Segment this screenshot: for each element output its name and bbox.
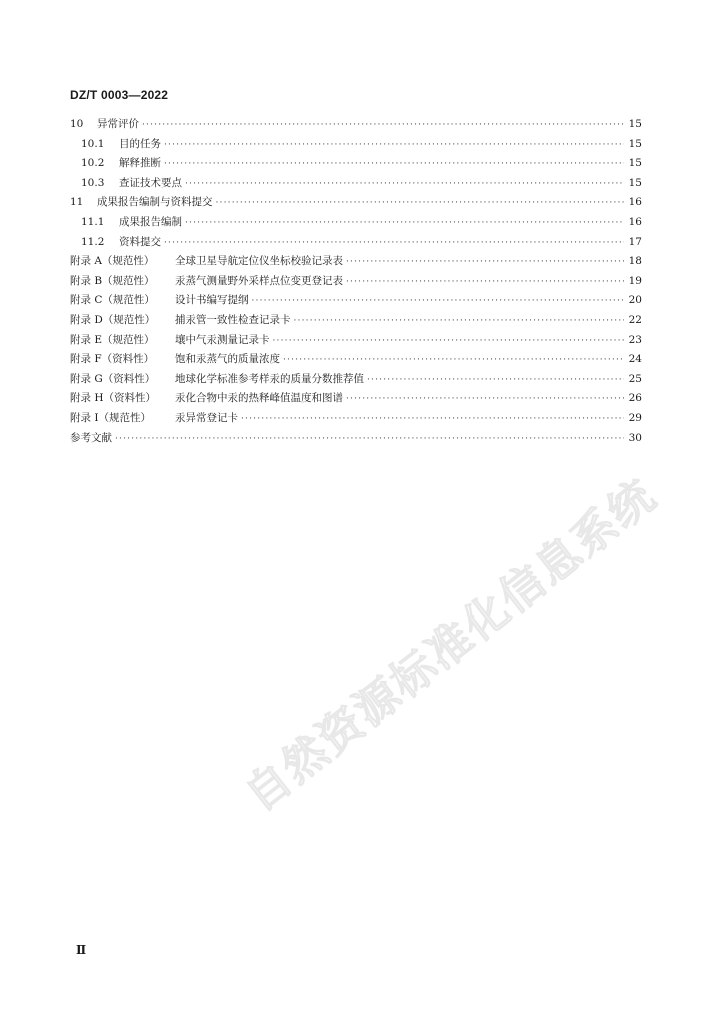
toc-entry-number: 附录 H（资料性） <box>70 392 156 405</box>
toc-entry-title: 成果报告编制 <box>119 215 182 228</box>
toc-entry-number: 10.1 <box>81 137 105 150</box>
toc-leader-dots <box>294 312 625 332</box>
toc-leader-dots <box>346 273 624 293</box>
toc-entry[interactable] <box>70 311 642 331</box>
toc-leader-dots <box>252 292 625 312</box>
toc-entry[interactable] <box>70 252 642 272</box>
toc-leader-dots <box>142 116 624 136</box>
toc-leader-dots <box>216 194 625 214</box>
toc-leader-dots <box>241 410 624 430</box>
toc-entry-number: 10 <box>70 118 84 130</box>
toc-entry-number: 附录 E（规范性） <box>70 333 155 346</box>
toc-entry-number: 附录 A（规范性） <box>70 255 155 268</box>
toc-entry-page: 22 <box>628 313 642 326</box>
toc-entry[interactable] <box>70 429 642 449</box>
toc-entry[interactable] <box>70 233 642 253</box>
toc-entry-page: 16 <box>628 215 642 228</box>
toc-entry[interactable] <box>70 135 642 155</box>
toc-entry-title: 全球卫星导航定位仪坐标校验记录表 <box>175 255 343 268</box>
toc-entry-title: 异常评价 <box>97 118 139 130</box>
toc-entry[interactable] <box>70 331 642 351</box>
toc-entry-page: 15 <box>628 157 642 170</box>
toc-entry-page: 20 <box>628 294 642 307</box>
toc-entry-page: 26 <box>628 392 642 405</box>
toc-entry-title: 查证技术要点 <box>119 176 182 189</box>
toc-entry-page: 15 <box>628 137 642 150</box>
toc-entry-title: 设计书编写提纲 <box>175 294 249 307</box>
toc-leader-dots <box>283 351 624 371</box>
toc-entry[interactable] <box>70 213 642 233</box>
toc-entry-title: 解释推断 <box>119 157 161 170</box>
toc-entry-page: 29 <box>628 411 642 424</box>
toc-entry-page: 24 <box>628 353 642 366</box>
toc-entry-number: 附录 B（规范性） <box>70 274 155 287</box>
toc-entry-number: 附录 C（规范性） <box>70 294 155 307</box>
toc-entry-title: 壤中气汞测量记录卡 <box>175 333 270 346</box>
toc-entry-title: 捕汞管一致性检查记录卡 <box>175 313 291 326</box>
toc-entry-title: 饱和汞蒸气的质量浓度 <box>175 353 280 366</box>
toc-entry-number: 11.1 <box>81 215 105 228</box>
toc-leader-dots <box>164 155 624 175</box>
toc-entry[interactable] <box>70 154 642 174</box>
toc-entry-title: 汞异常登记卡 <box>175 411 238 424</box>
toc-entry-number: 附录 D（规范性） <box>70 313 156 326</box>
toc-entry[interactable] <box>70 193 642 213</box>
toc-entry-page: 15 <box>628 118 642 130</box>
toc-entry-number: 11 <box>70 196 84 209</box>
toc-entry-title: 资料提交 <box>119 235 161 248</box>
toc-entry-page: 23 <box>628 333 642 346</box>
toc-entry[interactable] <box>70 272 642 292</box>
toc-leader-dots <box>346 253 624 273</box>
toc-entry[interactable] <box>70 370 642 390</box>
toc-entry-page: 19 <box>628 274 642 287</box>
toc-entry-title: 成果报告编制与资料提交 <box>97 196 213 209</box>
toc-entry-number: 附录 I（规范性） <box>70 411 151 424</box>
toc-entry-title: 汞化合物中汞的热释峰值温度和图谱 <box>175 392 343 405</box>
toc-leader-dots <box>367 371 624 391</box>
page-number: Ⅱ <box>76 943 87 957</box>
toc-entry-number: 附录 F（资料性） <box>70 353 155 366</box>
toc-entry-title: 汞蒸气测量野外采样点位变更登记表 <box>175 274 343 287</box>
toc-leader-dots <box>346 390 624 410</box>
toc-leader-dots <box>164 136 624 156</box>
toc-entry-number: 10.3 <box>81 176 105 189</box>
toc-entry-title: 地球化学标准参考样汞的质量分数推荐值 <box>175 372 364 385</box>
watermark-text: 自然资源标准化信息系统 <box>235 469 666 822</box>
watermark <box>195 469 666 822</box>
toc-entry-page: 18 <box>628 255 642 268</box>
toc-leader-dots <box>164 234 624 254</box>
toc-entry-page: 16 <box>628 196 642 209</box>
toc-leader-dots <box>273 332 625 352</box>
toc-entry-page: 17 <box>628 235 642 248</box>
toc-entry[interactable] <box>70 389 642 409</box>
toc-entry[interactable] <box>70 409 642 429</box>
toc-entry-number: 10.2 <box>81 157 105 170</box>
toc-leader-dots <box>185 214 624 234</box>
toc-entry-number: 11.2 <box>81 235 105 248</box>
toc-entry-title: 目的任务 <box>119 137 161 150</box>
toc-entry-page: 25 <box>628 372 642 385</box>
toc-leader-dots <box>115 430 624 450</box>
toc-leader-dots <box>185 175 624 195</box>
toc-entry-page: 15 <box>628 176 642 189</box>
table-of-contents <box>70 115 642 448</box>
toc-entry-number: 附录 G（资料性） <box>70 372 156 385</box>
toc-entry-page: 30 <box>628 431 642 444</box>
toc-entry[interactable] <box>70 174 642 194</box>
toc-entry-title: 参考文献 <box>70 431 112 444</box>
toc-entry[interactable] <box>70 350 642 370</box>
standard-code: DZ/T 0003—2022 <box>70 88 169 102</box>
toc-entry[interactable] <box>70 115 642 135</box>
toc-entry[interactable] <box>70 291 642 311</box>
